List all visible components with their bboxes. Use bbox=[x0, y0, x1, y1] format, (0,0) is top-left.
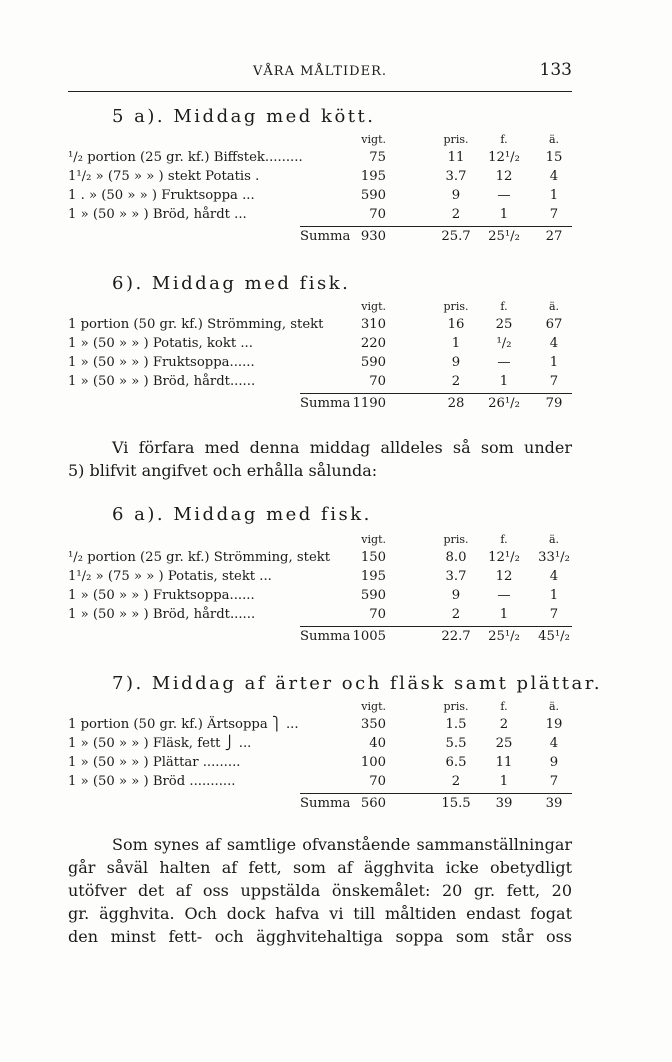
menu-table-6 bbox=[68, 300, 572, 415]
text-line: 5) blifvit angifvet och erhålla sålunda: bbox=[68, 461, 378, 480]
table-row bbox=[68, 355, 572, 374]
item-weight: 40 bbox=[369, 736, 386, 751]
sum-fat: 39 bbox=[495, 796, 513, 811]
item-price: 2 bbox=[451, 374, 461, 389]
sum-weight: 930 bbox=[360, 229, 386, 244]
item-desc: 1 » (50 » » ) Plättar ......... bbox=[68, 755, 241, 770]
sum-fat: 25¹/₂ bbox=[488, 229, 520, 244]
column-header-row bbox=[68, 133, 572, 150]
text-line: Som synes af samtlige ofvanstående sammanställningar bbox=[112, 835, 572, 854]
item-desc: 1 » (50 » » ) Bröd ........... bbox=[68, 774, 236, 789]
item-price: 16 bbox=[447, 317, 465, 332]
sum-row bbox=[68, 796, 572, 815]
item-desc: 1¹/₂ » (75 » » ) stekt Potatis . bbox=[68, 169, 260, 184]
item-fat: 25 bbox=[495, 317, 513, 332]
item-weight: 100 bbox=[360, 755, 386, 770]
sum-rule bbox=[300, 393, 572, 394]
item-protein: 4 bbox=[549, 736, 559, 751]
item-desc: 1 » (50 » » ) Fruktsoppa...... bbox=[68, 355, 255, 370]
sum-protein: 27 bbox=[545, 229, 563, 244]
item-fat: 1 bbox=[499, 207, 509, 222]
item-weight: 195 bbox=[360, 569, 386, 584]
section-heading-6a: 6 a). Middag med fisk. bbox=[112, 504, 372, 525]
col-protein: ä. bbox=[548, 533, 560, 546]
item-price: 8.0 bbox=[445, 550, 467, 565]
item-weight: 220 bbox=[360, 336, 386, 351]
item-desc: 1 » (50 » » ) Bröd, hårdt ... bbox=[68, 207, 247, 222]
item-price: 9 bbox=[451, 188, 461, 203]
sum-rule bbox=[300, 226, 572, 227]
item-protein: 67 bbox=[545, 317, 563, 332]
sum-price: 22.7 bbox=[441, 629, 471, 644]
item-price: 9 bbox=[451, 355, 461, 370]
item-fat: 12¹/₂ bbox=[488, 150, 520, 165]
body-paragraph-2 bbox=[68, 833, 572, 948]
sum-weight: 560 bbox=[360, 796, 386, 811]
item-price: 9 bbox=[451, 588, 461, 603]
item-weight: 70 bbox=[369, 607, 386, 622]
col-price: pris. bbox=[443, 533, 469, 546]
table-row bbox=[68, 207, 572, 226]
item-desc: 1 » (50 » » ) Fruktsoppa...... bbox=[68, 588, 255, 603]
item-desc: 1 portion (50 gr. kf.) Ärtsoppa ⎫ ... bbox=[68, 717, 299, 732]
body-paragraph-1 bbox=[68, 436, 572, 482]
table-row bbox=[68, 317, 572, 336]
table-row bbox=[68, 755, 572, 774]
table-row bbox=[68, 336, 572, 355]
item-protein: 7 bbox=[549, 607, 559, 622]
item-price: 11 bbox=[447, 150, 465, 165]
item-fat: — bbox=[497, 588, 511, 603]
sum-row bbox=[68, 629, 572, 648]
item-protein: 15 bbox=[545, 150, 563, 165]
running-title: VÅRA MÅLTIDER. bbox=[253, 64, 387, 79]
item-desc: 1 » (50 » » ) Bröd, hårdt...... bbox=[68, 374, 256, 389]
item-weight: 195 bbox=[360, 169, 386, 184]
column-header-row bbox=[68, 700, 572, 717]
item-desc: 1 . » (50 » » ) Fruktsoppa ... bbox=[68, 188, 255, 203]
item-protein: 1 bbox=[549, 355, 559, 370]
item-protein: 33¹/₂ bbox=[538, 550, 570, 565]
sum-price: 15.5 bbox=[441, 796, 471, 811]
col-protein: ä. bbox=[548, 700, 560, 713]
col-price: pris. bbox=[443, 300, 469, 313]
item-desc: ¹/₂ portion (25 gr. kf.) Biffstek......... bbox=[68, 150, 303, 165]
item-fat: 1 bbox=[499, 774, 509, 789]
sum-fat: 25¹/₂ bbox=[488, 629, 520, 644]
item-desc: 1¹/₂ » (75 » » ) Potatis, stekt ... bbox=[68, 569, 272, 584]
item-fat: — bbox=[497, 355, 511, 370]
item-fat: 12 bbox=[495, 569, 513, 584]
item-desc: 1 » (50 » » ) Fläsk, fett ⎭ ... bbox=[68, 736, 252, 751]
text-line: Vi förfara med denna middag alldeles så som under bbox=[112, 438, 572, 457]
table-row bbox=[68, 188, 572, 207]
sum-protein: 45¹/₂ bbox=[538, 629, 570, 644]
text-line: går såväl halten af fett, som af ägghvita icke obetydligt bbox=[68, 858, 572, 877]
item-fat: 1 bbox=[499, 374, 509, 389]
item-price: 1 bbox=[451, 336, 461, 351]
item-price: 2 bbox=[451, 774, 461, 789]
sum-price: 25.7 bbox=[441, 229, 471, 244]
item-price: 6.5 bbox=[445, 755, 467, 770]
item-price: 3.7 bbox=[445, 569, 467, 584]
item-protein: 7 bbox=[549, 774, 559, 789]
item-price: 5.5 bbox=[445, 736, 467, 751]
sum-protein: 39 bbox=[545, 796, 563, 811]
sum-rule bbox=[300, 626, 572, 627]
sum-price: 28 bbox=[447, 396, 465, 411]
col-fat: f. bbox=[500, 533, 508, 546]
col-weight: vigt. bbox=[361, 533, 386, 546]
menu-table-7 bbox=[68, 700, 572, 815]
section-heading-7: 7). Middag af ärter och fläsk samt plättar. bbox=[112, 673, 603, 694]
item-desc: 1 portion (50 gr. kf.) Strömming, stekt bbox=[68, 317, 324, 332]
sum-row bbox=[68, 229, 572, 248]
header-rule bbox=[68, 91, 572, 92]
item-protein: 9 bbox=[549, 755, 559, 770]
text-line: gr. ägghvita. Och dock hafva vi till måltiden endast fogat bbox=[68, 904, 572, 923]
item-price: 3.7 bbox=[445, 169, 467, 184]
item-fat: 2 bbox=[499, 717, 509, 732]
text-line: den minst fett- och ägghvitehaltiga soppa som står oss bbox=[68, 927, 572, 946]
item-weight: 590 bbox=[360, 588, 386, 603]
col-weight: vigt. bbox=[361, 300, 386, 313]
item-protein: 7 bbox=[549, 207, 559, 222]
col-fat: f. bbox=[500, 300, 508, 313]
table-row bbox=[68, 588, 572, 607]
item-protein: 1 bbox=[549, 188, 559, 203]
item-weight: 75 bbox=[369, 150, 386, 165]
item-weight: 70 bbox=[369, 374, 386, 389]
table-row bbox=[68, 717, 572, 736]
table-row bbox=[68, 374, 572, 393]
item-weight: 350 bbox=[360, 717, 386, 732]
item-weight: 70 bbox=[369, 207, 386, 222]
column-header-row bbox=[68, 533, 572, 550]
sum-fat: 26¹/₂ bbox=[488, 396, 520, 411]
item-weight: 310 bbox=[360, 317, 386, 332]
col-price: pris. bbox=[443, 700, 469, 713]
item-fat: — bbox=[497, 188, 511, 203]
item-fat: 25 bbox=[495, 736, 513, 751]
sum-label: Summa bbox=[300, 796, 351, 811]
item-protein: 4 bbox=[549, 336, 559, 351]
menu-table-6a bbox=[68, 533, 572, 648]
item-desc: 1 » (50 » » ) Bröd, hårdt...... bbox=[68, 607, 256, 622]
sum-rule bbox=[300, 793, 572, 794]
table-row bbox=[68, 569, 572, 588]
col-weight: vigt. bbox=[361, 133, 386, 146]
sum-label: Summa bbox=[300, 229, 351, 244]
col-price: pris. bbox=[443, 133, 469, 146]
column-header-row bbox=[68, 300, 572, 317]
col-protein: ä. bbox=[548, 133, 560, 146]
item-protein: 19 bbox=[545, 717, 563, 732]
sum-weight: 1005 bbox=[352, 629, 386, 644]
item-protein: 4 bbox=[549, 569, 559, 584]
table-row bbox=[68, 150, 572, 169]
item-fat: 12¹/₂ bbox=[488, 550, 520, 565]
section-heading-5a: 5 a). Middag med kött. bbox=[112, 106, 376, 127]
item-desc: 1 » (50 » » ) Potatis, kokt ... bbox=[68, 336, 253, 351]
col-fat: f. bbox=[500, 133, 508, 146]
sum-label: Summa bbox=[300, 629, 351, 644]
table-row bbox=[68, 774, 572, 793]
text-line: utöfver det af oss uppstälda önskemålet: 20 gr. fett, 20 bbox=[68, 881, 572, 900]
sum-label: Summa bbox=[300, 396, 351, 411]
item-weight: 70 bbox=[369, 774, 386, 789]
running-head bbox=[68, 60, 572, 84]
item-weight: 150 bbox=[360, 550, 386, 565]
col-weight: vigt. bbox=[361, 700, 386, 713]
item-fat: 11 bbox=[495, 755, 513, 770]
item-protein: 4 bbox=[549, 169, 559, 184]
table-row bbox=[68, 736, 572, 755]
col-fat: f. bbox=[500, 700, 508, 713]
item-weight: 590 bbox=[360, 188, 386, 203]
item-protein: 1 bbox=[549, 588, 559, 603]
item-fat: 12 bbox=[495, 169, 513, 184]
table-row bbox=[68, 607, 572, 626]
item-fat: ¹/₂ bbox=[496, 336, 512, 351]
menu-table-5a bbox=[68, 133, 572, 248]
item-weight: 590 bbox=[360, 355, 386, 370]
table-row bbox=[68, 169, 572, 188]
page-number: 133 bbox=[539, 60, 572, 80]
sum-protein: 79 bbox=[545, 396, 563, 411]
item-desc: ¹/₂ portion (25 gr. kf.) Strömming, stekt bbox=[68, 550, 331, 565]
sum-row bbox=[68, 396, 572, 415]
item-price: 2 bbox=[451, 207, 461, 222]
section-heading-6: 6). Middag med fisk. bbox=[112, 273, 351, 294]
item-price: 2 bbox=[451, 607, 461, 622]
item-protein: 7 bbox=[549, 374, 559, 389]
sum-weight: 1190 bbox=[352, 396, 386, 411]
item-price: 1.5 bbox=[445, 717, 467, 732]
item-fat: 1 bbox=[499, 607, 509, 622]
col-protein: ä. bbox=[548, 300, 560, 313]
table-row bbox=[68, 550, 572, 569]
